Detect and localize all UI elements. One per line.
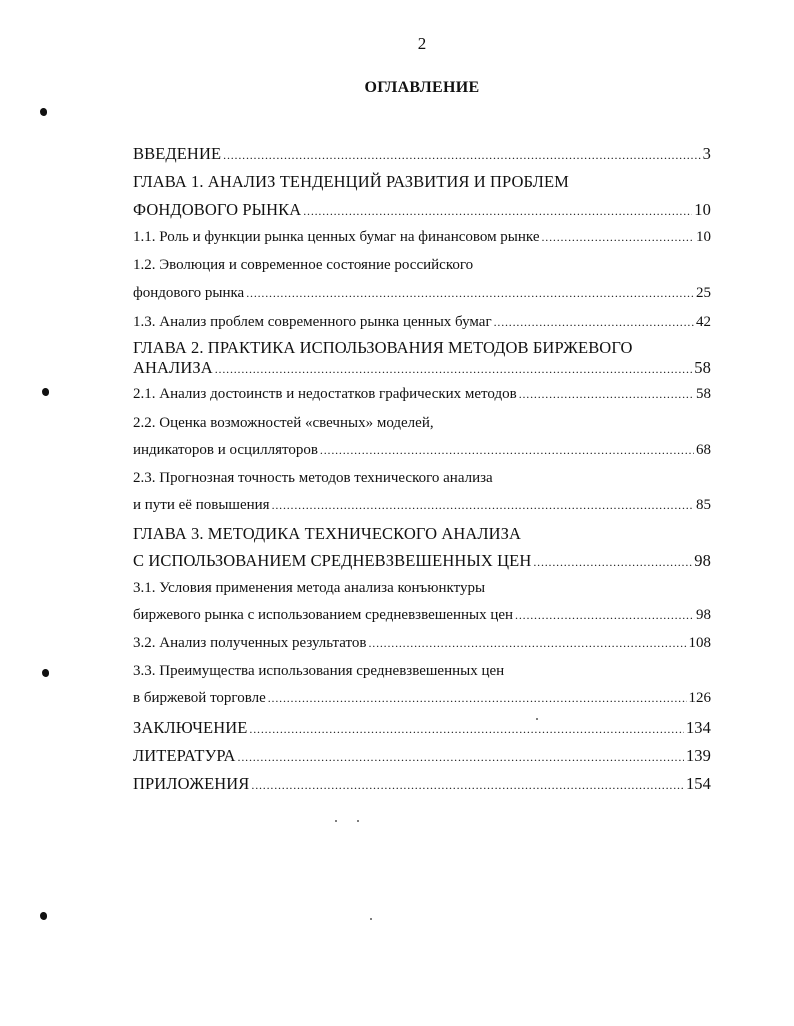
dot-leader [251,779,684,791]
scan-speck [357,820,359,822]
section-3-3-line1: 3.3. Преимущества использования средневзвешенных цен [133,663,505,679]
entry-page: 134 [685,718,711,737]
entry-page: 139 [685,746,711,765]
dot-leader [515,609,694,621]
entry-page: 98 [694,551,711,570]
entry-title: 1.1. Роль и функции рынка ценных бумаг на финансовом рынке [133,229,540,245]
punch-hole-mark [40,108,47,116]
entry-title: ВВЕДЕНИЕ [133,144,222,163]
entry-page: 68 [696,442,711,458]
section-3-1-line1: 3.1. Условия применения метода анализа конъюнктуры [133,580,486,596]
entry-title: индикаторов и осцилляторов [133,442,318,458]
dot-leader [223,149,701,161]
entry-page: 10 [694,200,711,219]
dot-leader [238,751,684,763]
chapter-3-title-line1: ГЛАВА 3. МЕТОДИКА ТЕХНИЧЕСКОГО АНАЛИЗА [133,524,522,543]
section-1-2-line1: 1.2. Эволюция и современное состояние российского [133,257,474,273]
dot-leader [215,363,693,375]
toc-entry-literature[interactable] [133,746,711,768]
toc-entry-introduction[interactable] [133,144,711,166]
entry-page: 10 [696,229,711,245]
entry-page: 58 [694,358,711,377]
entry-page: 126 [688,690,711,706]
entry-page: 3 [702,144,711,163]
toc-entry-2-2[interactable] [133,442,711,464]
entry-title: фондового рынка [133,285,245,301]
toc-entry-3-2[interactable] [133,635,711,657]
dot-leader [542,231,695,243]
entry-page: 85 [696,497,711,513]
dot-leader [519,388,694,400]
section-2-3-line1: 2.3. Прогнозная точность методов технического анализа [133,470,493,486]
toc-entry-1-1[interactable] [133,229,711,251]
chapter-2-title-line1: ГЛАВА 2. ПРАКТИКА ИСПОЛЬЗОВАНИЯ МЕТОДОВ БИРЖЕВОГО [133,338,633,357]
entry-title: и пути её повышения [133,497,270,513]
toc-entry-chapter-2[interactable] [133,358,711,380]
dot-leader [303,205,692,217]
entry-page: 108 [688,635,711,651]
entry-title: ЗАКЛЮЧЕНИЕ [133,718,248,737]
toc-title: ОГЛАВЛЕНИЕ [364,79,480,96]
entry-page: 154 [685,774,711,793]
entry-title: в биржевой торговле [133,690,266,706]
entry-page: 42 [696,314,711,330]
punch-hole-mark [42,669,49,677]
entry-page: 98 [696,607,711,623]
toc-entry-1-3[interactable] [133,314,711,336]
scan-speck [536,718,538,720]
entry-title: ЛИТЕРАТУРА [133,746,236,765]
entry-title: 2.1. Анализ достоинств и недостатков графических методов [133,386,517,402]
dot-leader [249,723,684,735]
dot-leader [320,444,694,456]
dot-leader [533,556,692,568]
dot-leader [268,692,687,704]
toc-entry-chapter-1[interactable] [133,200,711,222]
chapter-1-title-line1: ГЛАВА 1. АНАЛИЗ ТЕНДЕНЦИЙ РАЗВИТИЯ И ПРОБЛЕМ [133,172,569,191]
entry-title: ФОНДОВОГО РЫНКА [133,200,302,219]
toc-entry-3-1[interactable] [133,607,711,629]
punch-hole-mark [42,388,49,396]
dot-leader [272,499,694,511]
entry-title: С ИСПОЛЬЗОВАНИЕМ СРЕДНЕВЗВЕШЕННЫХ ЦЕН [133,551,532,570]
entry-page: 58 [696,386,711,402]
toc-entry-2-3[interactable] [133,497,711,519]
entry-title: биржевого рынка с использованием средневзвешенных цен [133,607,514,623]
scan-speck [335,820,337,822]
toc-entry-2-1[interactable] [133,386,711,408]
dot-leader [246,287,694,299]
page-number: 2 [417,34,427,53]
toc-entry-conclusion[interactable] [133,718,711,740]
entry-page: 25 [696,285,711,301]
scan-speck [370,918,372,920]
section-2-2-line1: 2.2. Оценка возможностей «свечных» моделей, [133,415,434,431]
toc-entry-1-2[interactable] [133,285,711,307]
dot-leader [494,316,694,328]
punch-hole-mark [40,912,47,920]
toc-entry-chapter-3[interactable] [133,551,711,573]
toc-entry-3-3[interactable] [133,690,711,712]
entry-title: ПРИЛОЖЕНИЯ [133,774,250,793]
dot-leader [368,637,686,649]
entry-title: АНАЛИЗА [133,358,213,377]
toc-entry-appendix[interactable] [133,774,711,796]
entry-title: 1.3. Анализ проблем современного рынка ценных бумаг [133,314,492,330]
entry-title: 3.2. Анализ полученных результатов [133,635,367,651]
